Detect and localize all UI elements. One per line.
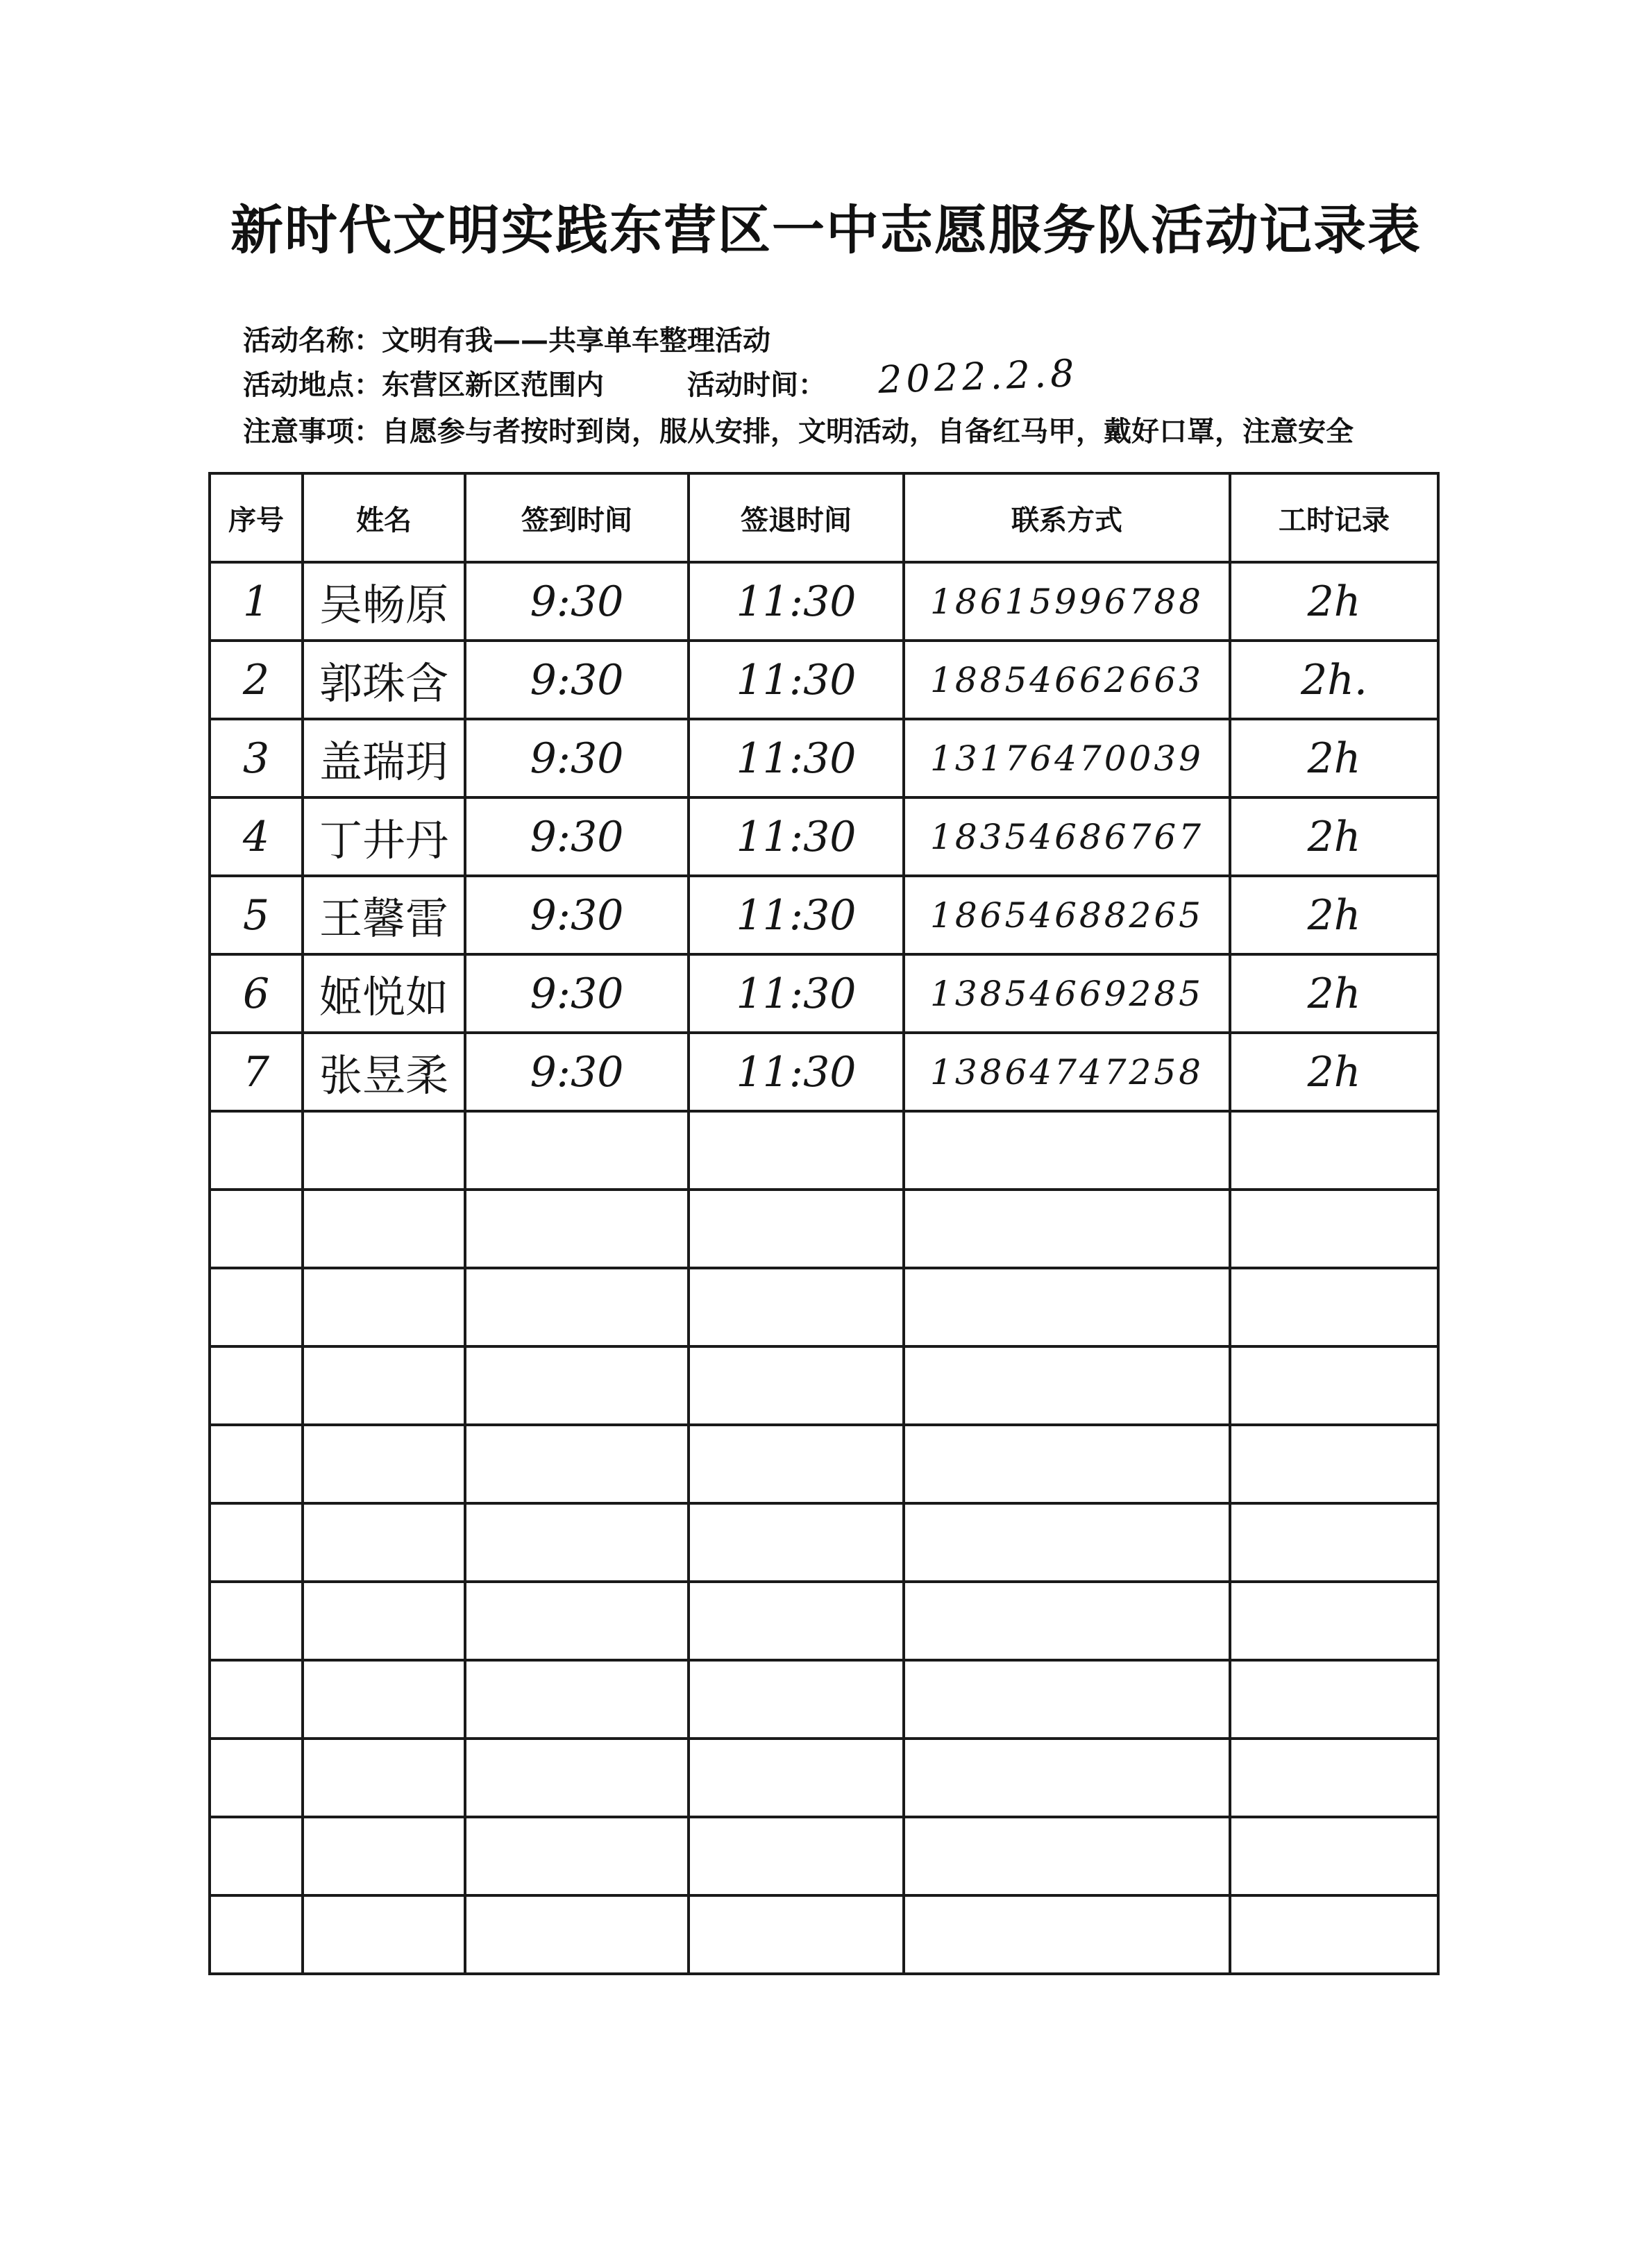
empty-cell [689, 1739, 904, 1817]
activity-date-value: 2022.2.8 [877, 350, 1079, 403]
cell-index: 6 [210, 954, 303, 1033]
empty-cell [303, 1895, 465, 1974]
empty-cell [1230, 1817, 1438, 1895]
cell-index: 7 [210, 1033, 303, 1111]
cell-hours: 2h [1230, 1033, 1438, 1111]
empty-row [210, 1111, 1438, 1190]
empty-cell [303, 1660, 465, 1739]
cell-checkin-time: 9:30 [465, 562, 689, 641]
empty-cell [465, 1739, 689, 1817]
empty-cell [904, 1111, 1230, 1190]
empty-cell [904, 1895, 1230, 1974]
empty-cell [904, 1268, 1230, 1346]
activity-notes-value: 自愿参与者按时到岗，服从安排，文明活动，自备红马甲，戴好口罩，注意安全 [382, 416, 1354, 448]
header-checkout-time: 签退时间 [689, 473, 904, 562]
empty-cell [303, 1817, 465, 1895]
empty-cell [904, 1739, 1230, 1817]
activity-notes-label: 注意事项： [243, 416, 382, 448]
empty-row [210, 1817, 1438, 1895]
empty-cell [465, 1425, 689, 1503]
cell-checkin-time: 9:30 [465, 797, 689, 876]
empty-cell [210, 1660, 303, 1739]
empty-cell [210, 1190, 303, 1268]
cell-checkout-time: 11:30 [689, 876, 904, 954]
table-header-row [210, 473, 1438, 562]
cell-contact: 18854662663 [904, 641, 1230, 719]
empty-cell [689, 1817, 904, 1895]
cell-checkout-time: 11:30 [689, 719, 904, 797]
cell-contact: 13854669285 [904, 954, 1230, 1033]
activity-place-line [243, 366, 604, 405]
table-body [210, 562, 1438, 1974]
empty-row [210, 1190, 1438, 1268]
page-title: 新时代文明实践东营区一中志愿服务队活动记录表 [230, 199, 1422, 261]
cell-checkout-time: 11:30 [689, 562, 904, 641]
cell-index: 3 [210, 719, 303, 797]
empty-cell [210, 1582, 303, 1660]
empty-cell [303, 1111, 465, 1190]
cell-checkin-time: 9:30 [465, 1033, 689, 1111]
cell-hours: 2h [1230, 876, 1438, 954]
empty-cell [210, 1346, 303, 1425]
header-contact: 联系方式 [904, 473, 1230, 562]
header-name: 姓名 [303, 473, 465, 562]
empty-cell [904, 1190, 1230, 1268]
empty-cell [210, 1425, 303, 1503]
cell-hours: 2h [1230, 797, 1438, 876]
activity-date-label: 活动时间： [687, 369, 826, 401]
cell-name: 吴畅原 [303, 562, 465, 641]
empty-cell [689, 1503, 904, 1582]
cell-contact: 18615996788 [904, 562, 1230, 641]
activity-name-line [243, 321, 770, 360]
cell-checkin-time: 9:30 [465, 641, 689, 719]
empty-cell [1230, 1582, 1438, 1660]
empty-cell [1230, 1425, 1438, 1503]
empty-cell [1230, 1503, 1438, 1582]
empty-cell [465, 1582, 689, 1660]
cell-checkin-time: 9:30 [465, 954, 689, 1033]
table-row [210, 641, 1438, 719]
empty-row [210, 1268, 1438, 1346]
empty-cell [303, 1346, 465, 1425]
empty-cell [303, 1268, 465, 1346]
empty-cell [904, 1582, 1230, 1660]
empty-cell [465, 1190, 689, 1268]
empty-cell [465, 1660, 689, 1739]
empty-cell [689, 1268, 904, 1346]
empty-row [210, 1346, 1438, 1425]
empty-cell [465, 1895, 689, 1974]
empty-cell [689, 1346, 904, 1425]
cell-contact: 18654688265 [904, 876, 1230, 954]
empty-cell [689, 1660, 904, 1739]
table-row [210, 562, 1438, 641]
empty-cell [689, 1895, 904, 1974]
cell-checkout-time: 11:30 [689, 954, 904, 1033]
cell-name: 姬悦如 [303, 954, 465, 1033]
empty-row [210, 1503, 1438, 1582]
cell-name: 王馨雷 [303, 876, 465, 954]
empty-cell [303, 1503, 465, 1582]
cell-hours: 2h. [1230, 641, 1438, 719]
empty-cell [904, 1425, 1230, 1503]
cell-checkout-time: 11:30 [689, 641, 904, 719]
activity-name-value: 文明有我——共享单车整理活动 [382, 325, 770, 357]
table-row [210, 876, 1438, 954]
empty-row [210, 1582, 1438, 1660]
cell-contact: 18354686767 [904, 797, 1230, 876]
empty-cell [210, 1268, 303, 1346]
empty-cell [904, 1503, 1230, 1582]
header-hours: 工时记录 [1230, 473, 1438, 562]
empty-cell [1230, 1111, 1438, 1190]
empty-cell [1230, 1346, 1438, 1425]
empty-cell [210, 1503, 303, 1582]
cell-name: 郭珠含 [303, 641, 465, 719]
empty-cell [1230, 1268, 1438, 1346]
cell-index: 2 [210, 641, 303, 719]
cell-index: 1 [210, 562, 303, 641]
empty-cell [210, 1817, 303, 1895]
empty-cell [465, 1268, 689, 1346]
empty-cell [1230, 1895, 1438, 1974]
cell-name: 丁井丹 [303, 797, 465, 876]
empty-cell [1230, 1190, 1438, 1268]
empty-cell [904, 1660, 1230, 1739]
cell-contact: 13864747258 [904, 1033, 1230, 1111]
header-checkin-time: 签到时间 [465, 473, 689, 562]
cell-contact: 13176470039 [904, 719, 1230, 797]
cell-checkout-time: 11:30 [689, 797, 904, 876]
cell-checkin-time: 9:30 [465, 876, 689, 954]
header-index: 序号 [210, 473, 303, 562]
table-row [210, 954, 1438, 1033]
cell-name: 张昱柔 [303, 1033, 465, 1111]
cell-hours: 2h [1230, 954, 1438, 1033]
empty-cell [210, 1895, 303, 1974]
empty-cell [210, 1739, 303, 1817]
cell-hours: 2h [1230, 719, 1438, 797]
empty-cell [465, 1346, 689, 1425]
cell-name: 盖瑞玥 [303, 719, 465, 797]
record-table [208, 472, 1440, 1975]
empty-cell [465, 1503, 689, 1582]
empty-cell [689, 1582, 904, 1660]
activity-notes-line [243, 412, 1354, 451]
empty-cell [1230, 1660, 1438, 1739]
empty-cell [210, 1111, 303, 1190]
empty-cell [689, 1425, 904, 1503]
cell-hours: 2h [1230, 562, 1438, 641]
empty-cell [689, 1190, 904, 1268]
cell-index: 4 [210, 797, 303, 876]
empty-cell [465, 1817, 689, 1895]
empty-cell [904, 1817, 1230, 1895]
empty-cell [303, 1582, 465, 1660]
table-row [210, 797, 1438, 876]
empty-cell [904, 1346, 1230, 1425]
empty-row [210, 1425, 1438, 1503]
empty-row [210, 1660, 1438, 1739]
empty-row [210, 1739, 1438, 1817]
activity-place-label: 活动地点： [243, 369, 382, 401]
empty-cell [303, 1190, 465, 1268]
cell-checkout-time: 11:30 [689, 1033, 904, 1111]
table-row [210, 1033, 1438, 1111]
empty-cell [689, 1111, 904, 1190]
cell-index: 5 [210, 876, 303, 954]
empty-cell [303, 1425, 465, 1503]
cell-checkin-time: 9:30 [465, 719, 689, 797]
activity-name-label: 活动名称： [243, 325, 382, 357]
empty-row [210, 1895, 1438, 1974]
empty-cell [465, 1111, 689, 1190]
empty-cell [303, 1739, 465, 1817]
table-row [210, 719, 1438, 797]
activity-place-value: 东营区新区范围内 [382, 369, 604, 401]
empty-cell [1230, 1739, 1438, 1817]
